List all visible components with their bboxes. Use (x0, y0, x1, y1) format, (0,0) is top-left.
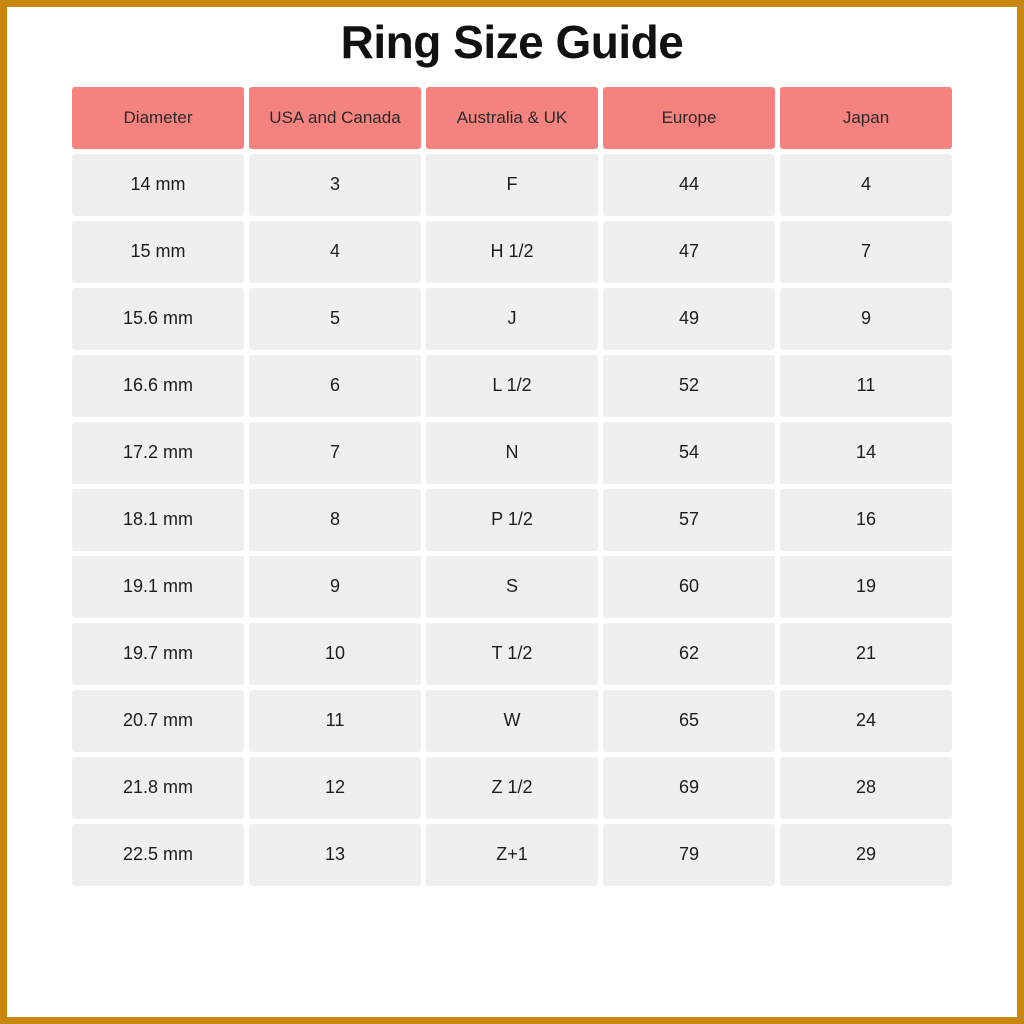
cell-japan: 14 (780, 422, 952, 484)
cell-europe: 65 (603, 690, 775, 752)
cell-diameter: 19.7 mm (72, 623, 244, 685)
cell-japan: 28 (780, 757, 952, 819)
cell-diameter: 16.6 mm (72, 355, 244, 417)
cell-europe: 79 (603, 824, 775, 886)
cell-usa-canada: 7 (249, 422, 421, 484)
cell-usa-canada: 8 (249, 489, 421, 551)
cell-usa-canada: 6 (249, 355, 421, 417)
cell-diameter: 21.8 mm (72, 757, 244, 819)
cell-japan: 19 (780, 556, 952, 618)
column-header-australia-uk: Australia & UK (426, 87, 598, 149)
cell-australia-uk: P 1/2 (426, 489, 598, 551)
cell-australia-uk: F (426, 154, 598, 216)
table-body (72, 154, 952, 886)
table-row (72, 489, 952, 551)
cell-usa-canada: 11 (249, 690, 421, 752)
cell-australia-uk: Z+1 (426, 824, 598, 886)
cell-japan: 24 (780, 690, 952, 752)
cell-usa-canada: 10 (249, 623, 421, 685)
table-row (72, 154, 952, 216)
cell-usa-canada: 13 (249, 824, 421, 886)
table-row (72, 623, 952, 685)
cell-australia-uk: N (426, 422, 598, 484)
cell-japan: 7 (780, 221, 952, 283)
cell-usa-canada: 9 (249, 556, 421, 618)
cell-japan: 9 (780, 288, 952, 350)
cell-australia-uk: L 1/2 (426, 355, 598, 417)
cell-europe: 57 (603, 489, 775, 551)
cell-diameter: 20.7 mm (72, 690, 244, 752)
content-area (7, 7, 1017, 1017)
cell-diameter: 14 mm (72, 154, 244, 216)
column-header-usa-canada: USA and Canada (249, 87, 421, 149)
table-header-row (72, 87, 952, 149)
table-row (72, 422, 952, 484)
table-row (72, 757, 952, 819)
cell-diameter: 17.2 mm (72, 422, 244, 484)
cell-japan: 29 (780, 824, 952, 886)
table-row (72, 824, 952, 886)
cell-diameter: 15.6 mm (72, 288, 244, 350)
table-header (72, 87, 952, 149)
cell-usa-canada: 5 (249, 288, 421, 350)
cell-australia-uk: J (426, 288, 598, 350)
column-header-europe: Europe (603, 87, 775, 149)
cell-japan: 4 (780, 154, 952, 216)
cell-australia-uk: H 1/2 (426, 221, 598, 283)
cell-japan: 21 (780, 623, 952, 685)
page-title: Ring Size Guide (340, 16, 684, 68)
table-row (72, 221, 952, 283)
cell-diameter: 18.1 mm (72, 489, 244, 551)
column-header-diameter: Diameter (72, 87, 244, 149)
cell-japan: 11 (780, 355, 952, 417)
cell-australia-uk: T 1/2 (426, 623, 598, 685)
cell-europe: 62 (603, 623, 775, 685)
cell-usa-canada: 4 (249, 221, 421, 283)
cell-europe: 44 (603, 154, 775, 216)
table-row (72, 355, 952, 417)
cell-europe: 49 (603, 288, 775, 350)
cell-australia-uk: Z 1/2 (426, 757, 598, 819)
cell-diameter: 19.1 mm (72, 556, 244, 618)
cell-australia-uk: W (426, 690, 598, 752)
table-row (72, 690, 952, 752)
cell-europe: 47 (603, 221, 775, 283)
cell-europe: 69 (603, 757, 775, 819)
table-row (72, 288, 952, 350)
cell-australia-uk: S (426, 556, 598, 618)
cell-europe: 60 (603, 556, 775, 618)
cell-europe: 52 (603, 355, 775, 417)
cell-usa-canada: 3 (249, 154, 421, 216)
ring-size-table (67, 82, 957, 891)
cell-usa-canada: 12 (249, 757, 421, 819)
cell-japan: 16 (780, 489, 952, 551)
cell-diameter: 22.5 mm (72, 824, 244, 886)
column-header-japan: Japan (780, 87, 952, 149)
cell-diameter: 15 mm (72, 221, 244, 283)
table-row (72, 556, 952, 618)
cell-europe: 54 (603, 422, 775, 484)
